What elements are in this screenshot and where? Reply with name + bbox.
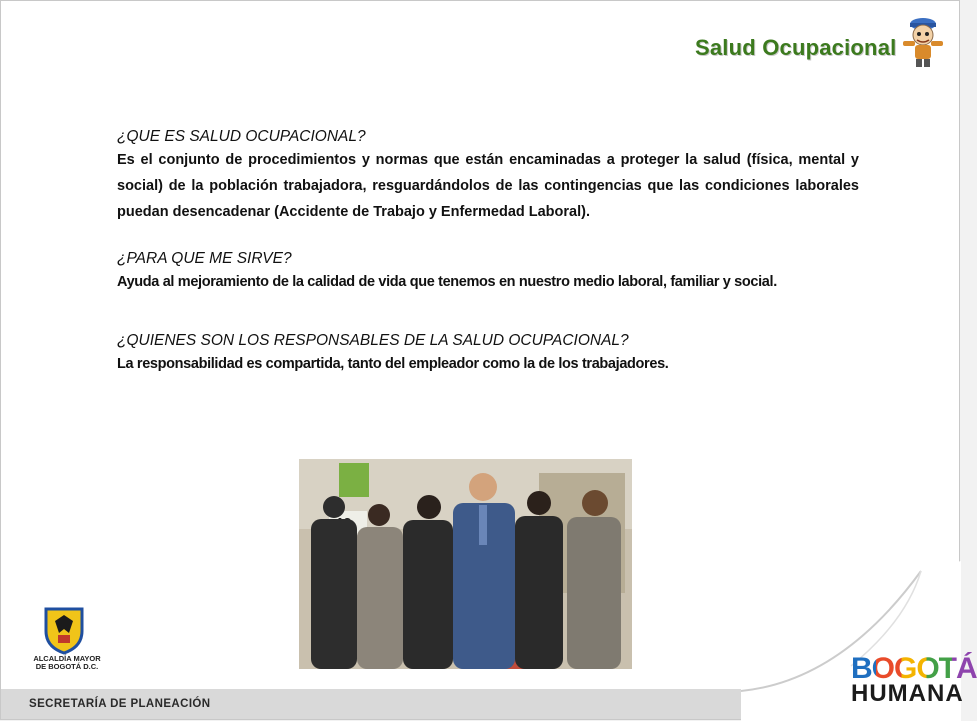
brand-humana: HUMANA	[851, 680, 964, 707]
group-photo	[299, 459, 632, 669]
question-what-is: ¿QUE ES SALUD OCUPACIONAL?	[117, 128, 366, 145]
answer-what-is: Es el conjunto de procedimientos y normas que están encaminadas a proteger la salud (física, mental y social) de la población trabajadora, resguardándolos de las contingencias que las condiciones laborales puedan desencadenar (Accidente de Trabajo y Enfermedad Laboral).	[117, 152, 859, 220]
question-who: ¿QUIENES SON LOS RESPONSABLES DE LA SALUD OCUPACIONAL?	[117, 332, 629, 349]
brand-bogota	[851, 652, 977, 685]
header-title: Salud Ocupacional	[695, 35, 897, 60]
mascot-icon	[899, 15, 945, 69]
answer-who: La responsabilidad es compartida, tanto del empleador como la de los trabajadores.	[117, 356, 669, 372]
alcaldia-line-1: ALCALDÍA MAYOR	[33, 654, 101, 663]
answer-what-for: Ayuda al mejoramiento de la calidad de vida que tenemos en nuestro medio laboral, familiar y social.	[117, 274, 777, 290]
alcaldia-line-2: DE BOGOTÁ D.C.	[35, 662, 99, 671]
alcaldia-label	[27, 655, 107, 671]
question-what-for: ¿PARA QUE ME SIRVE?	[117, 250, 292, 267]
brand-line-1: BOGOTÁ	[851, 652, 977, 685]
content	[117, 127, 859, 377]
footer-department: SECRETARÍA DE PLANEACIÓN	[29, 698, 211, 710]
coat-of-arms-icon	[41, 605, 87, 655]
